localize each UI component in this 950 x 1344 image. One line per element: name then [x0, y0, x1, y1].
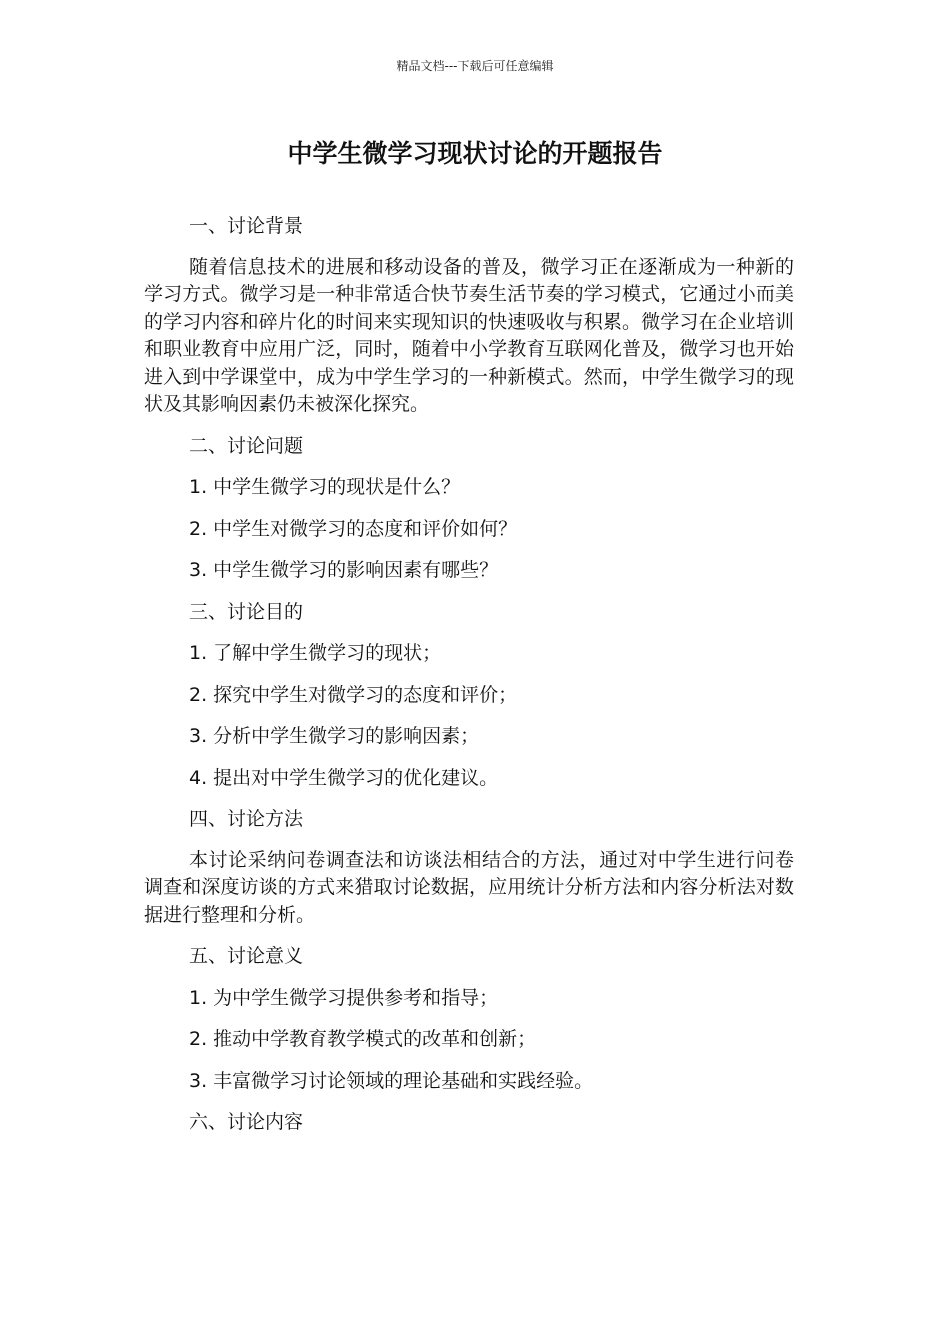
section-heading-questions: 二、讨论问题: [189, 434, 304, 457]
section-heading-objectives: 三、讨论目的: [189, 600, 304, 623]
list-item: 2. 中学生对微学习的态度和评价如何？: [189, 517, 518, 540]
section-heading-significance: 五、讨论意义: [189, 945, 304, 967]
list-item: 3. 分析中学生微学习的影响因素；: [189, 725, 480, 747]
document-title: 中学生微学习现状讨论的开题报告: [287, 139, 663, 168]
list-item: 3. 中学生微学习的影响因素有哪些？: [189, 559, 499, 581]
list-item: 2. 推动中学教育教学模式的改革和创新；: [189, 1028, 537, 1050]
methods-paragraph: 本讨论采纳问卷调查法和访谈法相结合的方法，通过对中学生进行问卷调查和深度访谈的方式来猎取讨论数据，应用统计分析方法和内容分析法对数据进行整理和分析。: [144, 848, 794, 926]
document-body: [144, 212, 794, 1150]
list-item: 1. 了解中学生微学习的现状；: [189, 642, 442, 664]
page-header-note: 精品文档---下载后可任意编辑: [396, 59, 554, 73]
list-item: 2. 探究中学生对微学习的态度和评价；: [189, 683, 518, 706]
list-item: 4. 提出对中学生微学习的优化建议。: [189, 766, 499, 789]
section-heading-background: 一、讨论背景: [189, 215, 304, 237]
section-heading-methods: 四、讨论方法: [189, 808, 304, 830]
section-heading-content: 六、讨论内容: [189, 1111, 304, 1133]
list-item: 3. 丰富微学习讨论领域的理论基础和实践经验。: [189, 1069, 594, 1092]
background-paragraph: 随着信息技术的进展和移动设备的普及，微学习正在逐渐成为一种新的学习方式。微学习是一种非常适合快节奏生活节奏的学习模式，它通过小而美的学习内容和碎片化的时间来实现知识的快速吸收与积累。微学习在企业培训和职业教育中应用广泛，同时，随着中小学教育互联网化普及，微学习也开始进入到中学课堂中，成为中学生学习的一种新模式。然而，中学生微学习的现状及其影响因素仍未被深化探究。: [144, 255, 794, 415]
list-item: 1. 中学生微学习的现状是什么？: [189, 476, 461, 498]
list-item: 1. 为中学生微学习提供参考和指导；: [189, 986, 499, 1009]
